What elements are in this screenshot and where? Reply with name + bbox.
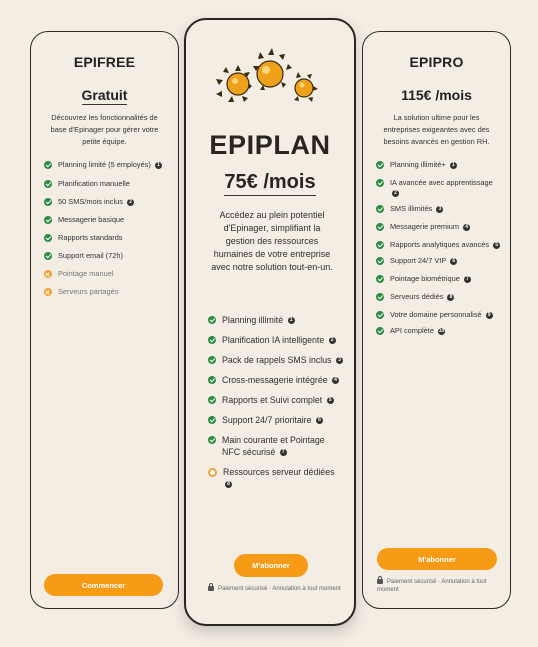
feature-item — [376, 240, 502, 250]
feature-item — [44, 179, 170, 189]
subscribe-button[interactable]: M'abonner — [377, 548, 497, 570]
footnote-badge: 5 — [493, 242, 500, 249]
feature-item — [208, 466, 344, 490]
feature-text: Messagerie basique — [58, 215, 125, 224]
feature-text: Serveurs dédiés — [390, 292, 444, 301]
feature-item — [208, 314, 344, 326]
feature-text: Pointage manuel — [58, 269, 114, 278]
secure-payment-note: Paiement sécurisé · Annulation à tout moment — [377, 579, 487, 593]
footnote-badge: 2 — [127, 199, 134, 206]
footnote-badge: 2 — [329, 337, 336, 344]
check-icon — [208, 416, 216, 424]
lock-icon — [208, 586, 214, 591]
footnote-badge: 7 — [464, 276, 471, 283]
cross-icon — [44, 270, 52, 278]
plan-description: La solution ultime pour les entreprises exigeantes avec des besoins avancés en gestion RH. — [383, 113, 490, 146]
footnote-badge: 1 — [450, 162, 457, 169]
cross-icon — [44, 288, 52, 296]
feature-item — [376, 160, 502, 170]
footnote-badge: 1 — [155, 162, 162, 169]
plan-card-epipro — [362, 31, 511, 609]
feature-text: Main courante et Pointage NFC sécurisé — [222, 435, 325, 457]
plan-card-epiplan — [184, 18, 356, 626]
feature-item — [44, 287, 170, 297]
check-icon — [376, 205, 384, 213]
feature-item — [44, 160, 170, 170]
feature-item — [44, 233, 170, 243]
plan-card-epifree — [30, 31, 179, 609]
feature-item — [44, 269, 170, 279]
feature-text: API complète — [390, 326, 434, 335]
feature-text: Messagerie premium — [390, 222, 460, 231]
subscribe-button[interactable]: M'abonner — [234, 554, 308, 577]
feature-item — [376, 204, 502, 214]
footnote-badge: 4 — [463, 224, 470, 231]
footnote-badge: 3 — [336, 357, 343, 364]
footnote-badge: 6 — [316, 417, 323, 424]
footnote-badge: 8 — [447, 294, 454, 301]
check-icon — [208, 396, 216, 404]
sun-logo-icon — [208, 42, 328, 122]
feature-text: Votre domaine personnalisé — [390, 310, 482, 319]
check-icon — [208, 316, 216, 324]
feature-item — [376, 256, 502, 266]
footnote-badge: 7 — [280, 449, 287, 456]
footnote-badge: 8 — [225, 481, 232, 488]
feature-list — [208, 314, 344, 498]
check-icon — [208, 376, 216, 384]
feature-item — [208, 414, 344, 426]
feature-text: Serveurs partagés — [58, 287, 119, 296]
feature-text: Planning illimité+ — [390, 160, 446, 169]
feature-item — [44, 215, 170, 225]
check-icon — [208, 356, 216, 364]
check-icon — [376, 327, 384, 335]
feature-text: 50 SMS/mois inclus — [58, 197, 123, 206]
check-icon — [208, 436, 216, 444]
check-icon — [44, 198, 52, 206]
footnote-badge: 10 — [438, 327, 445, 334]
secure-payment-note: Paiement sécurisé · Annulation à tout moment — [208, 585, 342, 593]
feature-text: IA avancée avec apprentissage — [390, 178, 493, 187]
check-icon — [376, 223, 384, 231]
plan-name: EPIFREE — [73, 54, 136, 70]
check-icon — [44, 252, 52, 260]
feature-list — [44, 160, 170, 305]
feature-text: Rapports et Suivi complet — [222, 395, 323, 405]
footnote-badge: 1 — [288, 317, 295, 324]
footnote-badge: 2 — [392, 190, 399, 197]
feature-text: Ressources serveur dédiées — [223, 467, 335, 477]
feature-item — [376, 178, 502, 198]
feature-item — [376, 222, 502, 232]
feature-text: Rapports analytiques avancés — [390, 240, 490, 249]
feature-text: SMS illimités — [390, 204, 433, 213]
plan-price: 115€ /mois — [401, 87, 472, 103]
feature-item — [208, 334, 344, 346]
plan-description: Accédez au plein potentiel d'Epinager, simplifiant la gestion des ressources humaines de votre entreprise avec notre solution tout-en-un. — [211, 210, 333, 272]
feature-text: Support 24/7 prioritaire — [222, 415, 312, 425]
check-icon — [376, 293, 384, 301]
plan-price: 75€ /mois — [186, 171, 354, 194]
feature-text: Planning limité (5 employés) — [58, 160, 151, 169]
feature-text: Support 24/7 VIP — [390, 256, 447, 265]
feature-item — [208, 374, 344, 386]
feature-item — [208, 394, 344, 406]
feature-item — [208, 434, 344, 458]
feature-text: Planning illimité — [222, 315, 284, 325]
plan-name: EPIPRO — [409, 54, 464, 70]
lock-icon — [377, 579, 383, 584]
check-icon — [376, 179, 384, 187]
check-icon — [44, 234, 52, 242]
check-icon — [376, 275, 384, 283]
footnote-badge: 9 — [486, 312, 493, 319]
check-icon — [376, 311, 384, 319]
check-icon — [208, 336, 216, 344]
feature-item — [208, 354, 344, 366]
feature-text: Pointage biométrique — [390, 274, 460, 283]
check-icon — [44, 180, 52, 188]
feature-item — [376, 292, 502, 302]
footnote-badge: 4 — [332, 377, 339, 384]
check-icon — [376, 161, 384, 169]
warning-icon — [208, 468, 217, 477]
feature-text: Pack de rappels SMS inclus — [222, 355, 332, 365]
plan-price: Gratuit — [81, 87, 128, 103]
footnote-badge: 6 — [450, 258, 457, 265]
check-icon — [376, 241, 384, 249]
footnote-badge: 5 — [327, 397, 334, 404]
commencer-button[interactable]: Commencer — [44, 574, 163, 596]
feature-item — [376, 274, 502, 284]
check-icon — [376, 257, 384, 265]
feature-item — [44, 251, 170, 261]
feature-text: Rapports standards — [58, 233, 123, 242]
plan-name: EPIPLAN — [209, 130, 331, 160]
plan-description: Découvrez les fonctionnalités de base d'Epinager pour gérer votre petite équipe. — [50, 113, 159, 146]
feature-item — [376, 326, 502, 336]
feature-text: Support email (72h) — [58, 251, 123, 260]
feature-item — [376, 310, 502, 320]
feature-list — [376, 160, 502, 344]
feature-item — [44, 197, 170, 207]
feature-text: Planification manuelle — [58, 179, 130, 188]
check-icon — [44, 161, 52, 169]
feature-text: Cross-messagerie intégrée — [222, 375, 328, 385]
feature-text: Planification IA intelligente — [222, 335, 325, 345]
check-icon — [44, 216, 52, 224]
footnote-badge: 3 — [436, 206, 443, 213]
